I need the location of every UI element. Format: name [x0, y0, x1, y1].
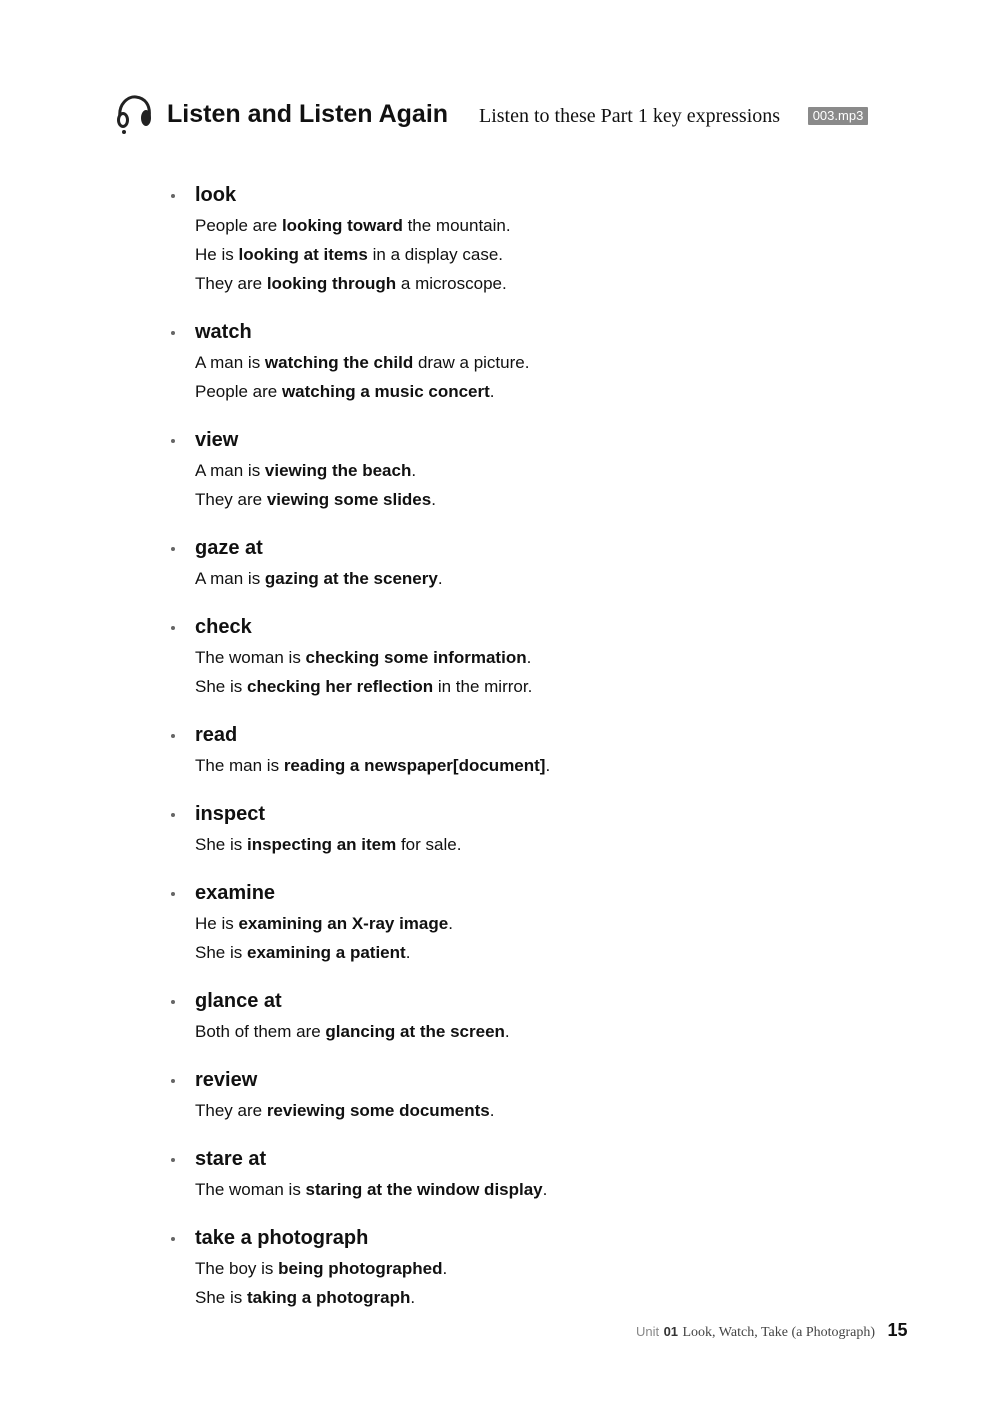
key-phrase: gazing at the scenery [264, 569, 438, 588]
expression-term [168, 799, 888, 830]
sentence-text: a microscope. [396, 274, 507, 293]
expression-entry [168, 317, 888, 406]
sentence-text: People are [195, 216, 282, 235]
expression-entry [168, 533, 888, 593]
expression-entry [168, 878, 888, 967]
sentence-text: A man is [195, 353, 265, 372]
sentence-text: . [542, 1180, 548, 1199]
example-sentence [168, 751, 888, 780]
sentence-text: The woman is [195, 648, 306, 667]
section-title: Listen and Listen Again [167, 100, 449, 128]
example-sentence [168, 377, 888, 406]
sentence-text: in the mirror. [433, 677, 533, 696]
key-phrase: viewing the beach [264, 461, 412, 480]
example-sentence [168, 909, 888, 938]
section-subtitle: Listen to these Part 1 key expressions [479, 105, 781, 127]
page-footer [636, 1320, 908, 1341]
footer-unit-number: 01 [663, 1324, 679, 1339]
expression-term [168, 317, 888, 348]
example-sentence [168, 348, 888, 377]
sentence-text: She is [195, 835, 247, 854]
sentence-text: A man is [195, 569, 265, 588]
expression-list [168, 180, 888, 1331]
page-number: 15 [887, 1320, 908, 1340]
example-sentence [168, 1254, 888, 1283]
key-phrase: viewing some slides [266, 490, 432, 509]
section-header [112, 92, 912, 142]
sentence-text: They are [195, 274, 267, 293]
bullet-icon [171, 1237, 175, 1241]
expression-term-text: glance at [195, 990, 282, 1012]
expression-term [168, 1144, 888, 1175]
expression-term [168, 180, 888, 211]
sentence-text: Both of them are [195, 1022, 326, 1041]
sentence-text: . [526, 648, 532, 667]
expression-term [168, 533, 888, 564]
sentence-text: in a display case. [367, 245, 504, 264]
example-sentence [168, 211, 888, 240]
expression-term-text: take a photograph [195, 1227, 369, 1249]
key-phrase: examining a patient [246, 943, 406, 962]
footer-unit-title: Look, Watch, Take (a Photograph) [682, 1325, 876, 1340]
key-phrase: taking a photograph [246, 1288, 411, 1307]
expression-term-text: examine [195, 882, 276, 904]
sentence-text: She is [195, 1288, 247, 1307]
key-phrase: being photographed [278, 1259, 443, 1278]
sentence-text: . [504, 1022, 510, 1041]
sentence-text: The boy is [195, 1259, 279, 1278]
key-phrase: inspecting an item [246, 835, 397, 854]
expression-term-text: review [195, 1069, 258, 1091]
expression-term-text: check [195, 616, 252, 638]
key-phrase: staring at the window display [305, 1180, 543, 1199]
sentence-text: draw a picture. [413, 353, 530, 372]
key-phrase: reviewing some documents [266, 1101, 490, 1120]
sentence-text: . [405, 943, 411, 962]
expression-term-text: read [195, 724, 238, 746]
example-sentence [168, 456, 888, 485]
example-sentence [168, 1283, 888, 1312]
key-phrase: checking her reflection [246, 677, 434, 696]
example-sentence [168, 672, 888, 701]
sentence-text: People are [195, 382, 282, 401]
example-sentence [168, 240, 888, 269]
headphones-icon [112, 92, 156, 136]
key-phrase: looking at items [238, 245, 368, 264]
footer-unit-label: Unit [636, 1324, 660, 1339]
sentence-text: . [437, 569, 443, 588]
expression-term [168, 878, 888, 909]
expression-term-text: view [195, 429, 239, 451]
sentence-text: The man is [195, 756, 284, 775]
expression-term-text: inspect [195, 803, 266, 825]
bullet-icon [171, 1079, 175, 1083]
expression-term [168, 1065, 888, 1096]
example-sentence [168, 269, 888, 298]
bullet-icon [171, 331, 175, 335]
key-phrase: glancing at the screen [325, 1022, 505, 1041]
example-sentence [168, 1017, 888, 1046]
sentence-text: . [411, 461, 417, 480]
key-phrase: looking toward [281, 216, 403, 235]
bullet-icon [171, 813, 175, 817]
key-phrase: checking some information [305, 648, 527, 667]
expression-term-text: watch [195, 321, 252, 343]
expression-term-text: stare at [195, 1148, 267, 1170]
bullet-icon [171, 194, 175, 198]
expression-term [168, 425, 888, 456]
expression-term-text: gaze at [195, 537, 263, 559]
example-sentence [168, 830, 888, 859]
expression-entry [168, 425, 888, 514]
sentence-text: She is [195, 677, 247, 696]
audio-track-badge[interactable]: 003.mp3 [808, 107, 868, 125]
expression-term [168, 1223, 888, 1254]
bullet-icon [171, 1158, 175, 1162]
expression-term-text: look [195, 184, 237, 206]
bullet-icon [171, 1000, 175, 1004]
key-phrase: examining an X-ray image [238, 914, 449, 933]
sentence-text: She is [195, 943, 247, 962]
example-sentence [168, 938, 888, 967]
example-sentence [168, 564, 888, 593]
key-phrase: looking through [266, 274, 397, 293]
sentence-text: . [431, 490, 436, 509]
sentence-text: . [410, 1288, 416, 1307]
sentence-text: They are [195, 1101, 267, 1120]
expression-entry [168, 986, 888, 1046]
expression-entry [168, 720, 888, 780]
expression-entry [168, 1065, 888, 1125]
bullet-icon [171, 626, 175, 630]
sentence-text: They are [195, 490, 267, 509]
example-sentence [168, 485, 888, 514]
expression-entry [168, 799, 888, 859]
sentence-text: . [489, 1101, 495, 1120]
example-sentence [168, 1175, 888, 1204]
expression-entry [168, 180, 888, 298]
expression-term [168, 612, 888, 643]
expression-term [168, 720, 888, 751]
sentence-text: . [442, 1259, 448, 1278]
bullet-icon [171, 892, 175, 896]
example-sentence [168, 1096, 888, 1125]
sentence-text: He is [195, 245, 239, 264]
bullet-icon [171, 547, 175, 551]
bullet-icon [171, 439, 175, 443]
sentence-text: for sale. [396, 835, 462, 854]
sentence-text: . [489, 382, 495, 401]
sentence-text: . [448, 914, 453, 933]
sentence-text: The woman is [195, 1180, 306, 1199]
expression-term [168, 986, 888, 1017]
key-phrase: reading a newspaper[document] [283, 756, 546, 775]
bullet-icon [171, 734, 175, 738]
expression-entry [168, 1144, 888, 1204]
key-phrase: watching the child [264, 353, 414, 372]
key-phrase: watching a music concert [281, 382, 490, 401]
expression-entry [168, 612, 888, 701]
sentence-text: the mountain. [402, 216, 511, 235]
expression-entry [168, 1223, 888, 1312]
sentence-text: . [545, 756, 551, 775]
sentence-text: He is [195, 914, 239, 933]
sentence-text: A man is [195, 461, 265, 480]
example-sentence [168, 643, 888, 672]
